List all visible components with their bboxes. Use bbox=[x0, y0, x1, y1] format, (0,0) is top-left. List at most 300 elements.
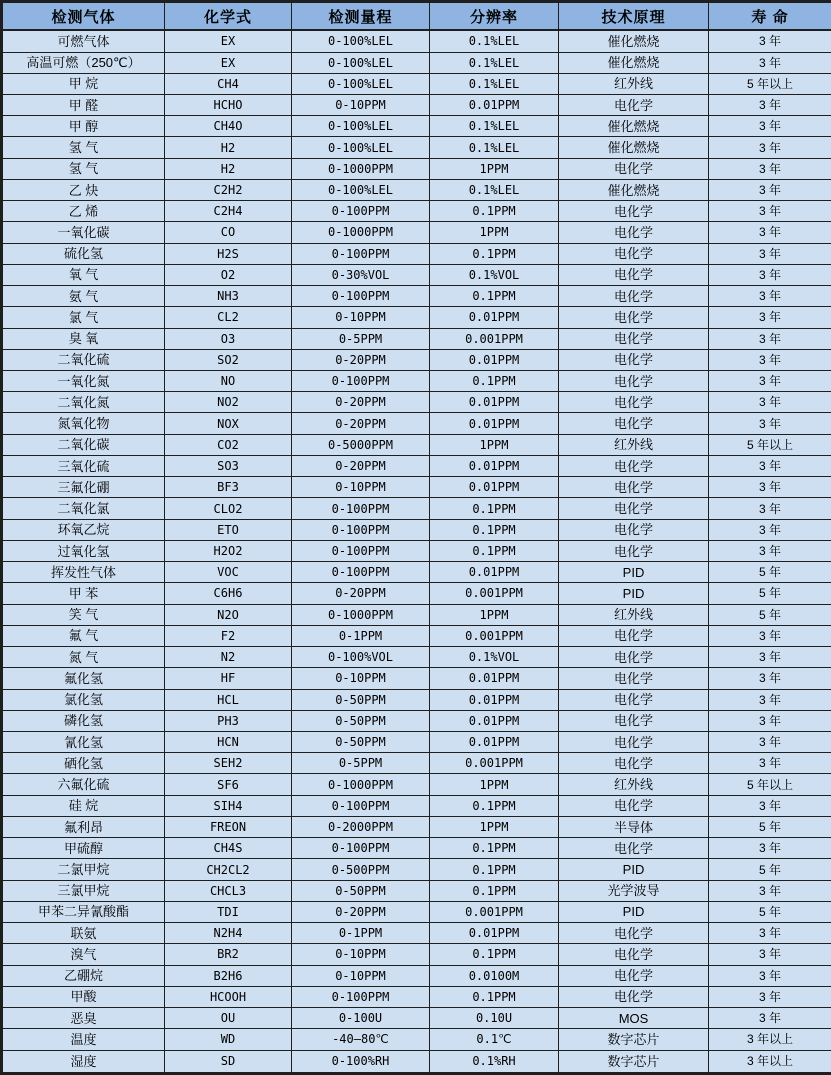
gas-name-cell: 过氧化氢 bbox=[2, 540, 165, 561]
table-row bbox=[2, 774, 831, 795]
table-row bbox=[2, 710, 831, 731]
formula-cell: N2H4 bbox=[165, 923, 292, 944]
formula-cell: SEH2 bbox=[165, 753, 292, 774]
principle-cell: 催化燃烧 bbox=[559, 137, 709, 158]
formula-cell: BF3 bbox=[165, 477, 292, 498]
formula-cell: VOC bbox=[165, 562, 292, 583]
principle-cell: 电化学 bbox=[559, 307, 709, 328]
resolution-cell: 1PPM bbox=[430, 816, 559, 837]
table-row bbox=[2, 477, 831, 498]
gas-name-cell: 氯 气 bbox=[2, 307, 165, 328]
principle-cell: 电化学 bbox=[559, 710, 709, 731]
range-cell: 0-100PPM bbox=[292, 371, 430, 392]
gas-name-cell: 恶臭 bbox=[2, 1008, 165, 1029]
table-row bbox=[2, 944, 831, 965]
formula-cell: CH4 bbox=[165, 73, 292, 94]
range-cell: 0-5PPM bbox=[292, 753, 430, 774]
principle-cell: 电化学 bbox=[559, 986, 709, 1007]
resolution-cell: 0.1PPM bbox=[430, 498, 559, 519]
principle-cell: 电化学 bbox=[559, 965, 709, 986]
gas-name-cell: 三氟化硼 bbox=[2, 477, 165, 498]
table-row bbox=[2, 243, 831, 264]
table-row bbox=[2, 668, 831, 689]
resolution-cell: 0.1PPM bbox=[430, 201, 559, 222]
range-cell: 0-100PPM bbox=[292, 519, 430, 540]
range-cell: 0-20PPM bbox=[292, 392, 430, 413]
gas-name-cell: 硅 烷 bbox=[2, 795, 165, 816]
range-cell: 0-20PPM bbox=[292, 455, 430, 476]
lifespan-cell: 3 年 bbox=[709, 392, 831, 413]
table-row bbox=[2, 371, 831, 392]
principle-cell: 电化学 bbox=[559, 201, 709, 222]
formula-cell: NO2 bbox=[165, 392, 292, 413]
formula-cell: HCHO bbox=[165, 94, 292, 115]
table-row bbox=[2, 816, 831, 837]
formula-cell: EX bbox=[165, 30, 292, 52]
range-cell: 0-5000PPM bbox=[292, 434, 430, 455]
lifespan-cell: 3 年 bbox=[709, 264, 831, 285]
formula-cell: C2H2 bbox=[165, 179, 292, 200]
range-cell: 0-50PPM bbox=[292, 732, 430, 753]
lifespan-cell: 3 年 bbox=[709, 137, 831, 158]
table-row bbox=[2, 201, 831, 222]
lifespan-cell: 3 年 bbox=[709, 647, 831, 668]
range-cell: 0-100PPM bbox=[292, 498, 430, 519]
formula-cell: O2 bbox=[165, 264, 292, 285]
header-row bbox=[2, 2, 831, 31]
formula-cell: CO bbox=[165, 222, 292, 243]
principle-cell: 电化学 bbox=[559, 243, 709, 264]
resolution-cell: 1PPM bbox=[430, 604, 559, 625]
principle-cell: 电化学 bbox=[559, 392, 709, 413]
lifespan-cell: 3 年 bbox=[709, 795, 831, 816]
range-cell: 0-1PPM bbox=[292, 625, 430, 646]
formula-cell: SO2 bbox=[165, 349, 292, 370]
principle-cell: 催化燃烧 bbox=[559, 52, 709, 73]
range-cell: 0-100%LEL bbox=[292, 30, 430, 52]
lifespan-cell: 5 年 bbox=[709, 901, 831, 922]
lifespan-cell: 3 年以上 bbox=[709, 1050, 831, 1073]
range-cell: 0-50PPM bbox=[292, 689, 430, 710]
resolution-cell: 0.1℃ bbox=[430, 1029, 559, 1050]
formula-cell: HCOOH bbox=[165, 986, 292, 1007]
range-cell: 0-10PPM bbox=[292, 668, 430, 689]
column-header-lifespan: 寿 命 bbox=[709, 2, 831, 31]
principle-cell: PID bbox=[559, 562, 709, 583]
formula-cell: CO2 bbox=[165, 434, 292, 455]
resolution-cell: 0.1%RH bbox=[430, 1050, 559, 1073]
lifespan-cell: 5 年 bbox=[709, 816, 831, 837]
formula-cell: CL2 bbox=[165, 307, 292, 328]
principle-cell: 电化学 bbox=[559, 498, 709, 519]
resolution-cell: 0.01PPM bbox=[430, 710, 559, 731]
lifespan-cell: 3 年 bbox=[709, 222, 831, 243]
table-body bbox=[2, 30, 831, 1074]
table-row bbox=[2, 52, 831, 73]
range-cell: 0-1PPM bbox=[292, 923, 430, 944]
column-header-range: 检测量程 bbox=[292, 2, 430, 31]
lifespan-cell: 3 年 bbox=[709, 94, 831, 115]
range-cell: 0-100%LEL bbox=[292, 137, 430, 158]
lifespan-cell: 3 年 bbox=[709, 307, 831, 328]
gas-name-cell: 氯化氢 bbox=[2, 689, 165, 710]
table-row bbox=[2, 562, 831, 583]
lifespan-cell: 3 年 bbox=[709, 880, 831, 901]
formula-cell: SO3 bbox=[165, 455, 292, 476]
lifespan-cell: 3 年 bbox=[709, 753, 831, 774]
resolution-cell: 0.1%VOL bbox=[430, 647, 559, 668]
gas-name-cell: 联氨 bbox=[2, 923, 165, 944]
range-cell: 0-10PPM bbox=[292, 307, 430, 328]
gas-name-cell: 湿度 bbox=[2, 1050, 165, 1073]
principle-cell: 电化学 bbox=[559, 349, 709, 370]
principle-cell: 光学波导 bbox=[559, 880, 709, 901]
column-header-gas-name: 检测气体 bbox=[2, 2, 165, 31]
range-cell: 0-50PPM bbox=[292, 710, 430, 731]
principle-cell: 电化学 bbox=[559, 328, 709, 349]
table-row bbox=[2, 222, 831, 243]
range-cell: 0-10PPM bbox=[292, 94, 430, 115]
formula-cell: SIH4 bbox=[165, 795, 292, 816]
table-row bbox=[2, 838, 831, 859]
resolution-cell: 0.1PPM bbox=[430, 795, 559, 816]
table-row bbox=[2, 1050, 831, 1073]
lifespan-cell: 3 年 bbox=[709, 944, 831, 965]
principle-cell: 电化学 bbox=[559, 732, 709, 753]
principle-cell: MOS bbox=[559, 1008, 709, 1029]
resolution-cell: 0.01PPM bbox=[430, 392, 559, 413]
gas-name-cell: 氟利昂 bbox=[2, 816, 165, 837]
table-row bbox=[2, 94, 831, 115]
principle-cell: 催化燃烧 bbox=[559, 179, 709, 200]
resolution-cell: 0.1PPM bbox=[430, 986, 559, 1007]
lifespan-cell: 3 年 bbox=[709, 477, 831, 498]
gas-name-cell: 挥发性气体 bbox=[2, 562, 165, 583]
lifespan-cell: 3 年 bbox=[709, 349, 831, 370]
resolution-cell: 0.1%LEL bbox=[430, 73, 559, 94]
lifespan-cell: 3 年 bbox=[709, 689, 831, 710]
principle-cell: 电化学 bbox=[559, 477, 709, 498]
lifespan-cell: 3 年 bbox=[709, 923, 831, 944]
principle-cell: 半导体 bbox=[559, 816, 709, 837]
range-cell: 0-100PPM bbox=[292, 838, 430, 859]
lifespan-cell: 3 年 bbox=[709, 158, 831, 179]
resolution-cell: 0.01PPM bbox=[430, 668, 559, 689]
formula-cell: ETO bbox=[165, 519, 292, 540]
resolution-cell: 0.1PPM bbox=[430, 519, 559, 540]
principle-cell: 催化燃烧 bbox=[559, 30, 709, 52]
gas-name-cell: 甲硫醇 bbox=[2, 838, 165, 859]
column-header-formula: 化学式 bbox=[165, 2, 292, 31]
resolution-cell: 1PPM bbox=[430, 774, 559, 795]
gas-name-cell: 氮氧化物 bbox=[2, 413, 165, 434]
gas-name-cell: 二氧化碳 bbox=[2, 434, 165, 455]
lifespan-cell: 3 年 bbox=[709, 625, 831, 646]
table-row bbox=[2, 413, 831, 434]
resolution-cell: 0.01PPM bbox=[430, 455, 559, 476]
range-cell: 0-1000PPM bbox=[292, 222, 430, 243]
resolution-cell: 0.001PPM bbox=[430, 583, 559, 604]
formula-cell: C6H6 bbox=[165, 583, 292, 604]
formula-cell: HF bbox=[165, 668, 292, 689]
principle-cell: 电化学 bbox=[559, 519, 709, 540]
gas-name-cell: 氢 气 bbox=[2, 158, 165, 179]
table-row bbox=[2, 137, 831, 158]
range-cell: 0-20PPM bbox=[292, 349, 430, 370]
resolution-cell: 0.01PPM bbox=[430, 413, 559, 434]
table-row bbox=[2, 689, 831, 710]
lifespan-cell: 3 年 bbox=[709, 243, 831, 264]
formula-cell: SD bbox=[165, 1050, 292, 1073]
lifespan-cell: 3 年 bbox=[709, 371, 831, 392]
range-cell: 0-100PPM bbox=[292, 286, 430, 307]
formula-cell: CH4O bbox=[165, 116, 292, 137]
range-cell: 0-10PPM bbox=[292, 944, 430, 965]
resolution-cell: 0.001PPM bbox=[430, 328, 559, 349]
principle-cell: 催化燃烧 bbox=[559, 116, 709, 137]
range-cell: 0-100%RH bbox=[292, 1050, 430, 1073]
gas-name-cell: 硒化氢 bbox=[2, 753, 165, 774]
table-row bbox=[2, 625, 831, 646]
principle-cell: 数字芯片 bbox=[559, 1029, 709, 1050]
principle-cell: PID bbox=[559, 859, 709, 880]
principle-cell: 电化学 bbox=[559, 413, 709, 434]
formula-cell: C2H4 bbox=[165, 201, 292, 222]
principle-cell: 电化学 bbox=[559, 647, 709, 668]
formula-cell: HCL bbox=[165, 689, 292, 710]
principle-cell: 电化学 bbox=[559, 158, 709, 179]
resolution-cell: 0.1PPM bbox=[430, 540, 559, 561]
table-row bbox=[2, 859, 831, 880]
gas-name-cell: 乙硼烷 bbox=[2, 965, 165, 986]
gas-name-cell: 乙 烯 bbox=[2, 201, 165, 222]
range-cell: 0-100PPM bbox=[292, 243, 430, 264]
formula-cell: H2O2 bbox=[165, 540, 292, 561]
resolution-cell: 0.01PPM bbox=[430, 732, 559, 753]
formula-cell: SF6 bbox=[165, 774, 292, 795]
gas-name-cell: 二氯甲烷 bbox=[2, 859, 165, 880]
gas-name-cell: 三氯甲烷 bbox=[2, 880, 165, 901]
gas-name-cell: 二氧化硫 bbox=[2, 349, 165, 370]
table-row bbox=[2, 116, 831, 137]
principle-cell: 电化学 bbox=[559, 94, 709, 115]
lifespan-cell: 5 年以上 bbox=[709, 774, 831, 795]
resolution-cell: 0.01PPM bbox=[430, 307, 559, 328]
lifespan-cell: 3 年 bbox=[709, 116, 831, 137]
table-row bbox=[2, 498, 831, 519]
column-header-principle: 技术原理 bbox=[559, 2, 709, 31]
formula-cell: CH4S bbox=[165, 838, 292, 859]
range-cell: 0-500PPM bbox=[292, 859, 430, 880]
resolution-cell: 0.01PPM bbox=[430, 477, 559, 498]
lifespan-cell: 5 年 bbox=[709, 562, 831, 583]
gas-name-cell: 甲 醇 bbox=[2, 116, 165, 137]
table-row bbox=[2, 1029, 831, 1050]
formula-cell: N2 bbox=[165, 647, 292, 668]
formula-cell: H2S bbox=[165, 243, 292, 264]
resolution-cell: 0.10U bbox=[430, 1008, 559, 1029]
lifespan-cell: 3 年 bbox=[709, 965, 831, 986]
principle-cell: 电化学 bbox=[559, 944, 709, 965]
gas-name-cell: 氮 气 bbox=[2, 647, 165, 668]
gas-name-cell: 氧 气 bbox=[2, 264, 165, 285]
table-row bbox=[2, 1008, 831, 1029]
gas-name-cell: 氟 气 bbox=[2, 625, 165, 646]
principle-cell: 电化学 bbox=[559, 540, 709, 561]
column-header-resolution: 分辨率 bbox=[430, 2, 559, 31]
resolution-cell: 0.01PPM bbox=[430, 94, 559, 115]
resolution-cell: 0.1PPM bbox=[430, 944, 559, 965]
gas-name-cell: 温度 bbox=[2, 1029, 165, 1050]
lifespan-cell: 3 年 bbox=[709, 519, 831, 540]
resolution-cell: 0.01PPM bbox=[430, 349, 559, 370]
resolution-cell: 0.1PPM bbox=[430, 838, 559, 859]
table-row bbox=[2, 158, 831, 179]
formula-cell: NH3 bbox=[165, 286, 292, 307]
lifespan-cell: 3 年以上 bbox=[709, 1029, 831, 1050]
gas-name-cell: 磷化氢 bbox=[2, 710, 165, 731]
resolution-cell: 0.001PPM bbox=[430, 753, 559, 774]
range-cell: 0-100%LEL bbox=[292, 52, 430, 73]
range-cell: 0-100%VOL bbox=[292, 647, 430, 668]
range-cell: 0-10PPM bbox=[292, 965, 430, 986]
formula-cell: PH3 bbox=[165, 710, 292, 731]
resolution-cell: 1PPM bbox=[430, 434, 559, 455]
gas-name-cell: 甲 苯 bbox=[2, 583, 165, 604]
table-row bbox=[2, 286, 831, 307]
range-cell: 0-100%LEL bbox=[292, 73, 430, 94]
gas-name-cell: 一氧化氮 bbox=[2, 371, 165, 392]
table-row bbox=[2, 965, 831, 986]
range-cell: 0-2000PPM bbox=[292, 816, 430, 837]
formula-cell: TDI bbox=[165, 901, 292, 922]
table-row bbox=[2, 986, 831, 1007]
table-header bbox=[2, 2, 831, 31]
formula-cell: B2H6 bbox=[165, 965, 292, 986]
resolution-cell: 0.01PPM bbox=[430, 689, 559, 710]
formula-cell: F2 bbox=[165, 625, 292, 646]
gas-name-cell: 甲 醛 bbox=[2, 94, 165, 115]
lifespan-cell: 3 年 bbox=[709, 498, 831, 519]
table-row bbox=[2, 540, 831, 561]
table-row bbox=[2, 264, 831, 285]
resolution-cell: 0.01PPM bbox=[430, 923, 559, 944]
range-cell: 0-100PPM bbox=[292, 562, 430, 583]
gas-name-cell: 甲 烷 bbox=[2, 73, 165, 94]
principle-cell: 电化学 bbox=[559, 455, 709, 476]
gas-name-cell: 二氧化氮 bbox=[2, 392, 165, 413]
gas-name-cell: 乙 炔 bbox=[2, 179, 165, 200]
table-row bbox=[2, 455, 831, 476]
gas-name-cell: 甲苯二异氰酸酯 bbox=[2, 901, 165, 922]
table-row bbox=[2, 901, 831, 922]
range-cell: 0-20PPM bbox=[292, 413, 430, 434]
resolution-cell: 0.1PPM bbox=[430, 243, 559, 264]
range-cell: 0-5PPM bbox=[292, 328, 430, 349]
gas-name-cell: 氢 气 bbox=[2, 137, 165, 158]
formula-cell: H2 bbox=[165, 137, 292, 158]
lifespan-cell: 3 年 bbox=[709, 540, 831, 561]
lifespan-cell: 5 年 bbox=[709, 859, 831, 880]
gas-name-cell: 高温可燃（250℃） bbox=[2, 52, 165, 73]
range-cell: 0-50PPM bbox=[292, 880, 430, 901]
principle-cell: 电化学 bbox=[559, 286, 709, 307]
gas-name-cell: 臭 氧 bbox=[2, 328, 165, 349]
principle-cell: 红外线 bbox=[559, 434, 709, 455]
table-row bbox=[2, 307, 831, 328]
gas-name-cell: 硫化氢 bbox=[2, 243, 165, 264]
table-row bbox=[2, 519, 831, 540]
gas-name-cell: 可燃气体 bbox=[2, 30, 165, 52]
formula-cell: FREON bbox=[165, 816, 292, 837]
formula-cell: EX bbox=[165, 52, 292, 73]
principle-cell: 电化学 bbox=[559, 689, 709, 710]
gas-name-cell: 一氧化碳 bbox=[2, 222, 165, 243]
formula-cell: CHCL3 bbox=[165, 880, 292, 901]
range-cell: 0-100PPM bbox=[292, 540, 430, 561]
range-cell: 0-100PPM bbox=[292, 201, 430, 222]
resolution-cell: 0.001PPM bbox=[430, 625, 559, 646]
principle-cell: 电化学 bbox=[559, 923, 709, 944]
principle-cell: 电化学 bbox=[559, 838, 709, 859]
table-row bbox=[2, 753, 831, 774]
lifespan-cell: 3 年 bbox=[709, 732, 831, 753]
range-cell: 0-100U bbox=[292, 1008, 430, 1029]
lifespan-cell: 3 年 bbox=[709, 668, 831, 689]
resolution-cell: 0.1%LEL bbox=[430, 52, 559, 73]
resolution-cell: 1PPM bbox=[430, 222, 559, 243]
table-row bbox=[2, 328, 831, 349]
lifespan-cell: 3 年 bbox=[709, 986, 831, 1007]
formula-cell: CH2CL2 bbox=[165, 859, 292, 880]
lifespan-cell: 3 年 bbox=[709, 455, 831, 476]
resolution-cell: 0.0100M bbox=[430, 965, 559, 986]
lifespan-cell: 3 年 bbox=[709, 838, 831, 859]
range-cell: 0-1000PPM bbox=[292, 774, 430, 795]
gas-name-cell: 环氧乙烷 bbox=[2, 519, 165, 540]
table-row bbox=[2, 583, 831, 604]
gas-name-cell: 氰化氢 bbox=[2, 732, 165, 753]
gas-name-cell: 氟化氢 bbox=[2, 668, 165, 689]
resolution-cell: 0.1PPM bbox=[430, 371, 559, 392]
gas-name-cell: 三氧化硫 bbox=[2, 455, 165, 476]
lifespan-cell: 3 年 bbox=[709, 286, 831, 307]
principle-cell: 电化学 bbox=[559, 795, 709, 816]
principle-cell: 电化学 bbox=[559, 625, 709, 646]
table-row bbox=[2, 732, 831, 753]
gas-name-cell: 二氧化氯 bbox=[2, 498, 165, 519]
formula-cell: H2 bbox=[165, 158, 292, 179]
principle-cell: 红外线 bbox=[559, 73, 709, 94]
gas-name-cell: 六氟化硫 bbox=[2, 774, 165, 795]
range-cell: 0-30%VOL bbox=[292, 264, 430, 285]
principle-cell: 数字芯片 bbox=[559, 1050, 709, 1073]
resolution-cell: 0.1%LEL bbox=[430, 116, 559, 137]
range-cell: 0-10PPM bbox=[292, 477, 430, 498]
table-row bbox=[2, 880, 831, 901]
lifespan-cell: 3 年 bbox=[709, 52, 831, 73]
formula-cell: BR2 bbox=[165, 944, 292, 965]
lifespan-cell: 3 年 bbox=[709, 1008, 831, 1029]
gas-name-cell: 笑 气 bbox=[2, 604, 165, 625]
principle-cell: 电化学 bbox=[559, 371, 709, 392]
range-cell: 0-100PPM bbox=[292, 795, 430, 816]
table-row bbox=[2, 179, 831, 200]
resolution-cell: 0.001PPM bbox=[430, 901, 559, 922]
resolution-cell: 0.1PPM bbox=[430, 859, 559, 880]
principle-cell: 红外线 bbox=[559, 604, 709, 625]
range-cell: 0-1000PPM bbox=[292, 158, 430, 179]
